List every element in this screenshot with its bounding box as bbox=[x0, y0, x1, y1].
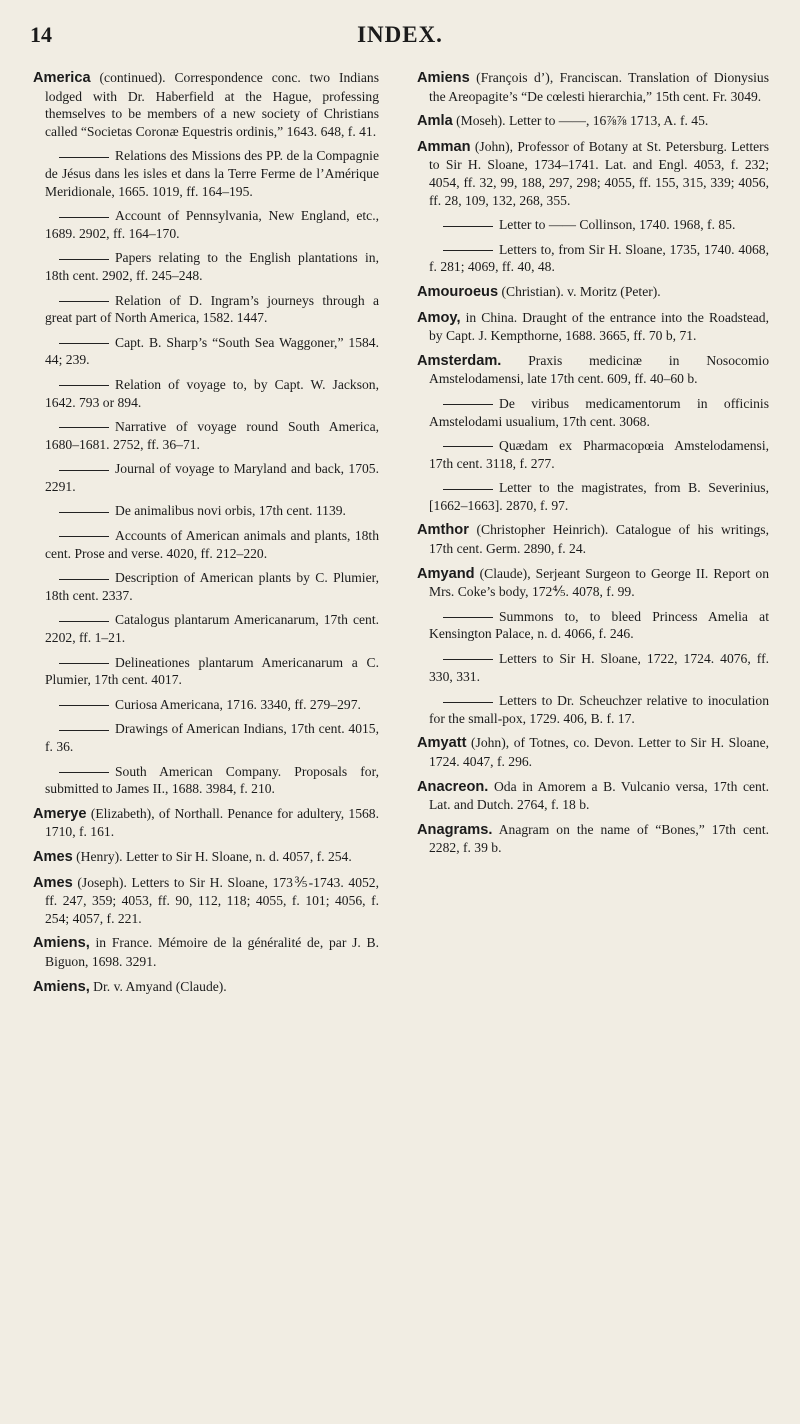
entry-heading: Amoy, bbox=[417, 309, 461, 326]
index-subentry bbox=[417, 216, 769, 234]
ditto-dash bbox=[59, 157, 109, 158]
ditto-dash bbox=[443, 250, 493, 251]
ditto-dash bbox=[443, 489, 493, 490]
index-entry bbox=[417, 309, 769, 345]
index-entry bbox=[33, 934, 379, 970]
entry-heading: Amsterdam. bbox=[417, 352, 502, 369]
entry-text: Quædam ex Pharmacopœia Amstelodamensi, 17th cent. 3118, f. 277. bbox=[429, 438, 769, 471]
index-subentry bbox=[33, 292, 379, 327]
entry-text: Summons to, to bleed Princess Amelia at Kensington Palace, n. d. 4066, f. 246. bbox=[429, 608, 769, 642]
entry-text: Journal of voyage to Maryland and back, 1705. 2291. bbox=[45, 461, 379, 494]
ditto-dash bbox=[59, 579, 109, 580]
index-subentry bbox=[417, 650, 769, 685]
entry-text: Letter to the magistrates, from B. Severinius, [1662–1663]. 2870, f. 97. bbox=[429, 480, 769, 513]
index-subentry bbox=[33, 654, 379, 689]
ditto-dash bbox=[59, 343, 109, 344]
entry-text: (François d’), Franciscan. Translation of Dionysius the Areopagite’s “De cœlesti hierarchia,” 15th cent. Fr. 3049. bbox=[429, 70, 769, 104]
entry-heading: Anagrams. bbox=[417, 821, 493, 838]
entry-text: Relation of voyage to, by Capt. W. Jackson, 1642. 793 or 894. bbox=[45, 376, 379, 410]
entry-heading: Amiens, bbox=[33, 935, 90, 952]
entry-text: Accounts of American animals and plants, 18th cent. Prose and verse. 4020, ff. 212–220. bbox=[45, 528, 379, 561]
index-subentry bbox=[417, 692, 769, 727]
page-title: INDEX. bbox=[357, 22, 443, 47]
index-entry bbox=[417, 521, 769, 557]
index-subentry bbox=[33, 527, 379, 562]
entry-heading: Amiens bbox=[417, 70, 470, 86]
index-subentry bbox=[33, 720, 379, 755]
entry-text: Description of American plants by C. Plumier, 18th cent. 2337. bbox=[45, 570, 379, 603]
entry-text: Relation of D. Ingram’s journeys through a great part of North America, 1582. 1447. bbox=[45, 292, 379, 326]
entry-text: (Joseph). Letters to Sir H. Sloane, 173⅗-1743. 4052, ff. 247, 359; 4053, ff. 90, 112, 118; 4055, f. 101; 4056, f. 254; 4057, f. 221. bbox=[45, 874, 379, 926]
entry-heading: Anacreon. bbox=[417, 778, 489, 795]
entry-heading: Amerye bbox=[33, 805, 87, 822]
entry-text: (Henry). Letter to Sir H. Sloane, n. d. 4057, f. 254. bbox=[72, 848, 352, 864]
index-subentry bbox=[33, 376, 379, 411]
right-column bbox=[417, 69, 769, 864]
index-subentry bbox=[417, 608, 769, 643]
entry-text: Oda in Amorem a B. Vulcanio versa, 17th cent. Lat. and Dutch. 2764, f. 18 b. bbox=[429, 778, 769, 813]
entry-text: Letters to Sir H. Sloane, 1722, 1724. 4076, ff. 330, 331. bbox=[429, 651, 769, 684]
ditto-dash bbox=[59, 512, 109, 513]
ditto-dash bbox=[59, 663, 109, 664]
entry-text: (John), Professor of Botany at St. Petersburg. Letters to Sir H. Sloane, 1734–1741. Lat. and Engl. 4053, f. 232; 4054, ff. 32, 99, 188, 297, 298; 4055, ff. 155, 315, 339; 4056, ff. 28, 109, 132, 268, 355. bbox=[429, 138, 769, 208]
ditto-dash bbox=[443, 226, 493, 227]
entry-text: (continued). Correspondence conc. two Indians lodged with Dr. Haberfield at the Hague, professing themselves to be members of a new society of Christians called “Societas Coronæ Equestris ordinis,” 1643. 648, f. 41. bbox=[45, 70, 379, 139]
ditto-dash bbox=[59, 427, 109, 428]
entry-text: De animalibus novi orbis, 17th cent. 1139. bbox=[115, 503, 346, 519]
ditto-dash bbox=[443, 617, 493, 618]
entry-text: Letter to —— Collinson, 1740. 1968, f. 85. bbox=[499, 217, 736, 233]
entry-text: Dr. v. Amyand (Claude). bbox=[89, 978, 227, 994]
entry-text: Praxis medicinæ in Nosocomio Amstelodamensi, late 17th cent. 609, ff. 40–60 b. bbox=[429, 352, 769, 387]
index-subentry bbox=[33, 249, 379, 284]
ditto-dash bbox=[59, 259, 109, 260]
index-subentry bbox=[33, 207, 379, 242]
entry-text: in France. Mémoire de la généralité de, par J. B. Biguon, 1698. 3291. bbox=[45, 935, 379, 969]
ditto-dash bbox=[59, 217, 109, 218]
ditto-dash bbox=[443, 404, 493, 405]
entry-text: De viribus medicamentorum in officinis Amstelodami usualium, 17th cent. 3068. bbox=[429, 395, 769, 429]
index-subentry bbox=[33, 502, 379, 520]
index-entry bbox=[417, 69, 769, 105]
index-entry bbox=[417, 565, 769, 601]
entry-heading: America bbox=[33, 70, 91, 86]
ditto-dash bbox=[59, 385, 109, 386]
ditto-dash bbox=[59, 621, 109, 622]
entry-heading: Amiens, bbox=[33, 978, 90, 995]
entry-text: Capt. B. Sharp’s “South Sea Waggoner,” 1584. 44; 239. bbox=[45, 334, 379, 368]
entry-heading: Ames bbox=[33, 848, 73, 865]
index-entry bbox=[33, 848, 379, 867]
index-subentry bbox=[417, 437, 769, 472]
index-entry bbox=[417, 138, 769, 209]
entry-text: Delineationes plantarum Americanarum a C. Plumier, 17th cent. 4017. bbox=[45, 654, 379, 688]
index-entry bbox=[33, 874, 379, 928]
entry-heading: Amman bbox=[417, 138, 471, 155]
index-entry bbox=[417, 778, 769, 814]
entry-text: Letters to Dr. Scheuchzer relative to inoculation for the small-pox, 1729. 406, B. f. 17. bbox=[429, 693, 769, 726]
ditto-dash bbox=[59, 470, 109, 471]
left-column bbox=[33, 69, 379, 1003]
entry-text: South American Company. Proposals for, submitted to James II., 1688. 3984, f. 210. bbox=[45, 763, 379, 797]
page-number: 14 bbox=[30, 22, 52, 47]
index-subentry bbox=[33, 334, 379, 369]
entry-text: Letters to, from Sir H. Sloane, 1735, 1740. 4068, f. 281; 4069, ff. 40, 48. bbox=[429, 241, 769, 275]
entry-text: in China. Draught of the entrance into the Roadstead, by Capt. J. Kempthorne, 1688. 3665, ff. 70 b, 71. bbox=[429, 309, 769, 344]
page-header bbox=[0, 22, 800, 52]
index-entry bbox=[417, 821, 769, 857]
entry-text: (John), of Totnes, co. Devon. Letter to Sir H. Sloane, 1724. 4047, f. 296. bbox=[429, 735, 769, 769]
index-entry bbox=[417, 112, 769, 131]
entry-text: Curiosa Americana, 1716. 3340, ff. 279–297. bbox=[115, 696, 361, 712]
entry-text: Relations des Missions des PP. de la Compagnie de Jésus dans les isles et dans la Terre Ferme de l’Amérique Meridionale, 1665. 1019, ff. 164–195. bbox=[45, 148, 379, 199]
ditto-dash bbox=[443, 702, 493, 703]
index-entry bbox=[417, 734, 769, 770]
index-entry bbox=[417, 352, 769, 388]
entry-text: (Christopher Heinrich). Catalogue of his writings, 17th cent. Germ. 2890, f. 24. bbox=[429, 522, 769, 557]
entry-text: (Christian). v. Moritz (Peter). bbox=[498, 283, 661, 299]
entry-heading: Amthor bbox=[417, 522, 469, 539]
ditto-dash bbox=[59, 772, 109, 773]
index-subentry bbox=[33, 147, 379, 200]
entry-heading: Amouroeus bbox=[417, 283, 499, 300]
entry-heading: Amla bbox=[417, 113, 453, 130]
index-subentry bbox=[417, 479, 769, 514]
index-subentry bbox=[33, 763, 379, 798]
entry-text: Account of Pennsylvania, New England, etc., 1689. 2902, ff. 164–170. bbox=[45, 208, 379, 241]
index-entry bbox=[417, 283, 769, 302]
index-entry bbox=[33, 978, 379, 997]
ditto-dash bbox=[443, 446, 493, 447]
index-entry bbox=[33, 69, 379, 140]
entry-text: Catalogus plantarum Americanarum, 17th cent. 2202, ff. 1–21. bbox=[45, 612, 379, 646]
entry-text: Papers relating to the English plantations in, 18th cent. 2902, ff. 245–248. bbox=[45, 250, 379, 283]
entry-text: Anagram on the name of “Bones,” 17th cent. 2282, f. 39 b. bbox=[429, 821, 769, 856]
entry-text: (Claude), Serjeant Surgeon to George II. Report on Mrs. Coke’s body, 172⅘. 4078, f. 99. bbox=[429, 565, 769, 600]
entry-text: Narrative of voyage round South America, 1680–1681. 2752, ff. 36–71. bbox=[45, 419, 379, 452]
ditto-dash bbox=[59, 301, 109, 302]
ditto-dash bbox=[59, 705, 109, 706]
entry-heading: Amyatt bbox=[417, 735, 467, 752]
index-subentry bbox=[417, 241, 769, 276]
index-subentry bbox=[33, 460, 379, 495]
ditto-dash bbox=[59, 730, 109, 731]
index-subentry bbox=[33, 418, 379, 453]
index-subentry bbox=[33, 696, 379, 714]
entry-text: (Elizabeth), of Northall. Penance for adultery, 1568. 1710, f. 161. bbox=[45, 805, 379, 840]
index-entry bbox=[33, 805, 379, 841]
ditto-dash bbox=[59, 536, 109, 537]
index-subentry bbox=[417, 395, 769, 430]
entry-heading: Ames bbox=[33, 874, 73, 891]
index-subentry bbox=[33, 569, 379, 604]
entry-heading: Amyand bbox=[417, 565, 475, 582]
index-subentry bbox=[33, 611, 379, 646]
entry-text: (Moseh). Letter to ——, 16⅞⅞ 1713, A. f. 45. bbox=[452, 113, 709, 129]
ditto-dash bbox=[443, 659, 493, 660]
entry-text: Drawings of American Indians, 17th cent. 4015, f. 36. bbox=[45, 721, 379, 754]
